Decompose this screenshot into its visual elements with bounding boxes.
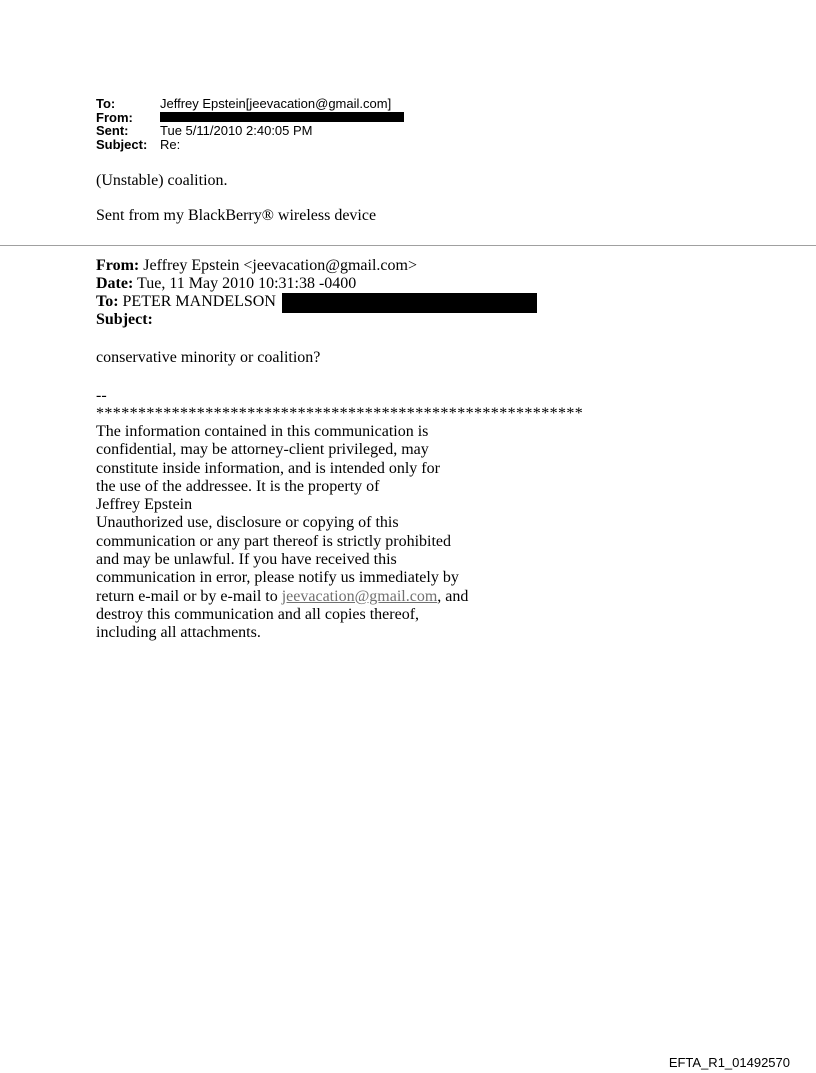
disclaimer-line: the use of the addressee. It is the property of: [96, 477, 380, 495]
reply-signature: Sent from my BlackBerry® wireless device: [96, 207, 377, 224]
disclaimer-line: Unauthorized use, disclosure or copying of this: [96, 514, 399, 532]
sent-label: Sent:: [96, 123, 129, 138]
document-id: EFTA_R1_01492570: [668, 1055, 790, 1070]
disclaimer-line-link: [96, 588, 468, 606]
header-from-row: [96, 111, 391, 125]
redaction-bar-from: [160, 112, 404, 122]
original-body: conservative minority or coalition?: [96, 349, 321, 366]
disclaimer-line: communication or any part thereof is strictly prohibited: [96, 532, 452, 550]
orig-from-line: [96, 257, 417, 275]
reply-body: (Unstable) coalition.: [96, 172, 228, 189]
header-to-row: [96, 97, 391, 111]
disclaimer-line: constitute inside information, and is intended only for: [96, 459, 440, 477]
disclaimer-link-suffix: , and: [437, 587, 469, 605]
subject-value: Re:: [160, 136, 181, 152]
disclaimer-link-prefix: return e-mail or by e-mail to: [96, 587, 282, 605]
disclaimer-line: The information contained in this communication is: [96, 423, 429, 440]
orig-date-value: Tue, 11 May 2010 10:31:38 -0400: [133, 275, 357, 292]
orig-date-line: [96, 275, 417, 293]
sig-dashes: --: [96, 387, 107, 404]
signature-separator: [96, 387, 583, 424]
message-divider: [0, 245, 816, 246]
orig-date-label: Date:: [96, 275, 134, 292]
disclaimer-line: destroy this communication and all copies thereof,: [96, 605, 420, 623]
to-value: Jeffrey Epstein[jeevacation@gmail.com]: [160, 96, 392, 111]
orig-to-line: [96, 293, 417, 311]
sent-value: Tue 5/11/2010 2:40:05 PM: [160, 123, 313, 138]
email-header: [96, 97, 391, 151]
orig-to-label: To:: [96, 293, 119, 310]
disclaimer-line: and may be unlawful. If you have received this: [96, 551, 397, 569]
disclaimer-line: communication in error, please notify us immediately by: [96, 569, 459, 587]
disclaimer-line: Jeffrey Epstein: [96, 496, 193, 514]
orig-to-value: PETER MANDELSON: [118, 293, 276, 310]
header-sent-row: [96, 124, 391, 138]
redaction-bar-to: [282, 293, 537, 313]
asterisk-rule: **********************************************************: [96, 405, 584, 423]
orig-from-value: Jeffrey Epstein <jeevacation@gmail.com>: [139, 257, 417, 274]
orig-from-label: From:: [96, 257, 140, 274]
disclaimer-line: confidential, may be attorney-client privileged, may: [96, 441, 429, 459]
disclaimer-line: including all attachments.: [96, 624, 261, 642]
header-subject-row: [96, 138, 391, 152]
orig-subject-label: Subject:: [96, 311, 153, 328]
original-header: [96, 257, 417, 329]
from-label: From:: [96, 109, 133, 125]
orig-subject-line: [96, 311, 417, 329]
subject-label: Subject:: [96, 136, 148, 152]
to-label: To:: [96, 96, 116, 111]
email-link[interactable]: jeevacation@gmail.com: [281, 587, 438, 605]
disclaimer: [96, 423, 468, 643]
